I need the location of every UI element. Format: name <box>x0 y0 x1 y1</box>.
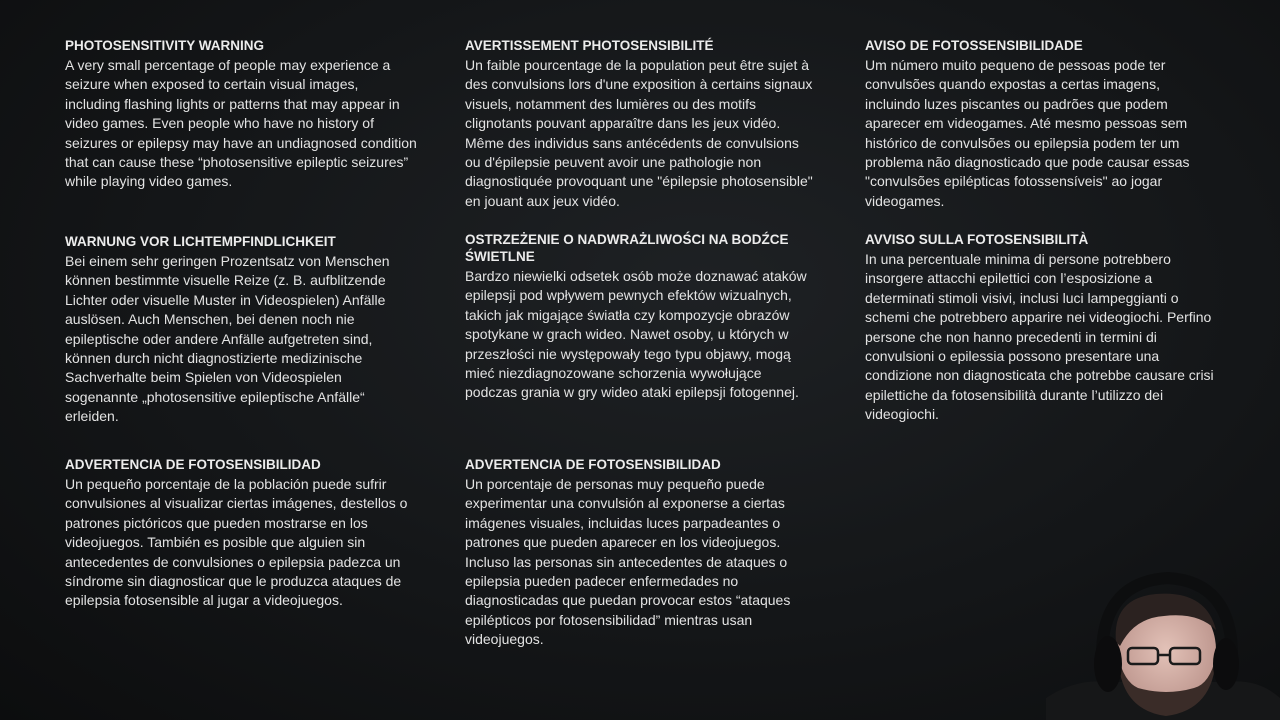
warning-body: A very small percentage of people may experience a seizure when exposed to certain visual images, including flashing lights or patterns that may appear in video games. Even people who have no history of seizures or epilepsy may have an undiagnosed condition that can cause these “photosensitive epileptic seizures” while playing video games. <box>65 57 417 190</box>
warning-title: AVERTISSEMENT PHOTOSENSIBILITÉ <box>465 38 714 53</box>
warning-body: Bei einem sehr geringen Prozentsatz von Menschen können bestimmte visuelle Reize (z. B. aufblitzende Lichter oder visuelle Muster in Videospielen) Anfälle auslösen. Auch Menschen, bei denen noch nie epileptische oder andere Anfälle aufgetreten sind, können durch nicht diagnostizierte medizinische Sachverhalte beim Spielen von Videospielen sogenannte „photosensitive epileptische Anfälle“ erleiden. <box>65 253 390 425</box>
warning-title: WARNUNG VOR LICHTEMPFINDLICHKEIT <box>65 234 336 249</box>
warning-title: PHOTOSENSITIVITY WARNING <box>65 38 265 53</box>
warning-portuguese <box>865 37 1217 211</box>
warning-english <box>65 37 417 192</box>
warning-polish <box>465 231 817 403</box>
warning-body: Un pequeño porcentaje de la población puede sufrir convulsiones al visualizar ciertas imágenes, destellos o patrones pictóricos que pueden mostrarse en los videojuegos. También es posible que alguien sin antecedentes de convulsiones o epilepsia padezca un síndrome sin diagnosticar que le produzca ataques de epilepsia fotosensible al jugar a videojuegos. <box>65 476 408 609</box>
warning-body: Un porcentaje de personas muy pequeño puede experimentar una convulsión al exponerse a ciertas imágenes visuales, incluidas luces parpadeantes o patrones que pueden aparecer en los videojuegos. Incluso las personas sin antecedentes de ataques o epilepsia pueden padecer enfermedades no diagnosticadas que puedan provocar estos “ataques epilépticos por fotosensibilidad” mientras usan videojuegos. <box>465 476 791 648</box>
warning-title: ADVERTENCIA DE FOTOSENSIBILIDAD <box>465 457 721 472</box>
warning-title: AVISO DE FOTOSSENSIBILIDADE <box>865 38 1083 53</box>
warning-title: OSTRZEŻENIE O NADWRAŻLIWOŚCI NA BODŹCE ŚWIETLNE <box>465 232 789 264</box>
warning-body: Un faible pourcentage de la population peut être sujet à des convulsions lors d'une exposition à certains signaux visuels, notamment des lumières ou des motifs clignotants pouvant apparaître dans les jeux vidéo. Même des individus sans antécédents de convulsions ou d'épilepsie peuvent avoir une pathologie non diagnostiquée provoquant une "épilepsie photosensible" en jouant aux jeux vidéo. <box>465 57 813 209</box>
streamer-portrait-icon <box>1046 560 1280 720</box>
warning-spanish-latam <box>465 456 817 650</box>
warning-german <box>65 233 417 427</box>
warning-spanish <box>65 456 417 611</box>
warning-title: ADVERTENCIA DE FOTOSENSIBILIDAD <box>65 457 321 472</box>
warning-body: Um número muito pequeno de pessoas pode ter convulsões quando expostas a certas imagens, incluindo luzes piscantes ou padrões que podem aparecer em videogames. Até mesmo pessoas sem histórico de convulsões ou epilepsia podem ter um problema não diagnosticado que pode causar essas "convulsões epilépticas fotossensíveis" ao jogar videogames. <box>865 57 1190 209</box>
warning-body: Bardzo niewielki odsetek osób może doznawać ataków epilepsji pod wpływem pewnych efektów wizualnych, takich jak migające światła czy kompozycje obrazów spotykane w grach wideo. Nawet osoby, u których w przeszłości nie występowały tego typu objawy, mogą mieć niezdiagnozowane schorzenia wywołujące podczas grania w gry wideo ataki epilepsji fotogennej. <box>465 268 807 401</box>
warning-italian <box>865 231 1217 425</box>
warning-french <box>465 37 817 211</box>
webcam-overlay <box>1046 560 1280 720</box>
warning-title: AVVISO SULLA FOTOSENSIBILITÀ <box>865 232 1089 247</box>
warning-body: In una percentuale minima di persone potrebbero insorgere attacchi epilettici con l’esposizione a determinati stimoli visivi, inclusi luci lampeggianti o schemi che potrebbero apparire nei videogiochi. Perfino persone che non hanno precedenti in termini di convulsioni o epilessia possono presentare una condizione non diagnosticata che potrebbe causare crisi epilettiche da fotosensibilità durante l’utilizzo dei videogiochi. <box>865 251 1214 423</box>
